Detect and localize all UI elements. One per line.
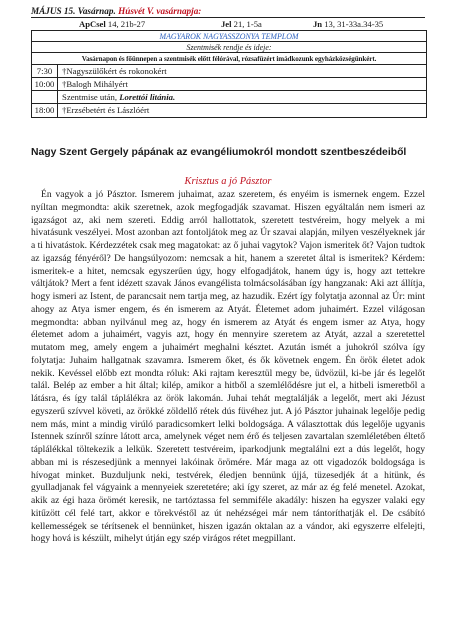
mass-time: 10:00 xyxy=(32,78,58,90)
readings-line xyxy=(31,19,425,29)
mass-intention: †Nagyszülőkért és rokonokért xyxy=(62,66,167,76)
mass-intention: †Erzsébetért és Lászlóért xyxy=(62,105,150,115)
article-body: Én vagyok a jó Pásztor. Ismerem juhaimat, azaz szeretem, és enyéim is ismernek engem. Ezzel nyíltan megmondta: akik szeretnek, azok megfogadják szavamat. Hiszen egyáltalán nem ismeri az igazságot az, aki nem szereti. Eddig arról hallottatok, szeretett testvéreim, hogy melyek a mi hivatásunk veszélyei. Most azonban azt fontoljátok meg az Úr szavai alapján, milyen veszélyeknek jár a ti hivatástok. Kérdezzétek csak meg magatokat: az ő juhai vagytok? Vajon ismeritek őt? Vajon tudtok az igazság fényéről? De hangsúlyozom: nemcsak a hit, hanem a szeretet által is ismeritek? Kérdem: ismeritek-e a hitet, nemcsak egyszerűen úgy, hogy elfogadjátok, hanem úgy is, hogy azt tettekre váltjátok? Mert a fent idézett szavak János evangélista tolmácsolásában így hangzanak: Aki azt állítja, hogy ismeri az Istent, de parancsait nem tartja meg, az hazudik. Ezért így folytatja azonnal az Úr: mint ahogy az Atya ismer engem, és én ismerem az Atyát. Életemet adom juhaimért. Ezzel világosan megmondta: abban nyilvánul meg az, hogy én ismerem az Atyát és engem ismer az Atya, hogy életemet adom a juhaimért, vagyis azt, hogy én mennyire szeretem az Atyát, azzal a szeretettel mutatom meg, amely engem a juhaimért meghalni késztet. Azután ismét a juhokról szólva így folytatja: Juhaim hallgatnak szavamra. Ismerem őket, és ők követnek engem. Én örök életet adok nekik. Kevéssel előbb ezt mondta róluk: Aki rajtam keresztül megy be, üdvözül, ki-be jár és legelőt talál. Belép az ember a hit által; kilép, amikor a hitből a szemlélődésre jut el, a hitbeli ismeretből a látásra, és így talál táplálékra az örök lakomán. Juhai tehát megtalálják a legelőt, mert aki Jézust egyszerű szívvel követi, az örökké zöldellő rétek dús füvéhez jut. A jó Pásztor juhainak legelője pedig nem más, mint a mindig virúló paradicsomkert lelki boldogsága. A választottak dús legelője ugyanis Istennek színről színre látott arca, amelynek véget nem érő és teljesen zavartalan szemléletében éltető táplálékkal töltekezik a lelkük. Szeretett testvéreim, iparkodjunk megtalálni ezt a dús legelőt, hogy abban mi is részesedjünk a mennyei lakóinak örömére. Már maga az ott vigadozók boldogsága is hívogat minket. Buzduljunk neki, testvérek, éledjen bennünk újjá, tüzesedjék át a hitünk, és gyulladjanak fel vágyaink a mennyeiek szeretetére; aki így szeret, az már az ég felé menetel. Azokat, akik az égi haza örömét keresik, ne tartóztassa fel semmiféle akadály: hiszen ha egyszer valaki egy kitűzött cél felé tart, akkor e törekvéstől az út nehézségei már nem tántoríthatják el. De csábító kellemességek se térítsenek el bennünket, hiszen igazán oktalan az a vándor, aki egyszerre elfelejti, hogy hová is készült, mihelyt útján egy szép virágos rétet megpillant. xyxy=(31,189,425,545)
date-label: MÁJUS 15. Vasárnap. xyxy=(31,6,116,16)
litany-label: Lorettói litánia. xyxy=(119,92,176,102)
mass-note: Szentmise után, xyxy=(62,92,118,102)
reading-second: Jel 21, 1-5a xyxy=(221,19,262,29)
mass-intention: †Balogh Mihályért xyxy=(62,79,128,89)
church-name: MAGYAROK NAGYASSZONYA TEMPLOM xyxy=(32,31,426,42)
mass-intention xyxy=(58,91,175,103)
mass-row xyxy=(32,78,426,91)
reading-first: ApCsel 14, 21b-27 xyxy=(79,19,146,29)
rosary-notice: Vasárnapon és főünnepen a szentmisék előtt félórával, rózsafüzért imádkozunk egyházközségünkért. xyxy=(32,53,426,65)
article-subtitle: Krisztus a jó Pásztor xyxy=(184,176,272,187)
reading-gospel: Jn 13, 31-33a.34-35 xyxy=(313,19,384,29)
mass-time: 7:30 xyxy=(32,65,58,77)
feast-label: Húsvét V. vasárnapja: xyxy=(118,6,202,16)
mass-time: 18:00 xyxy=(32,104,58,117)
mass-row xyxy=(32,65,426,78)
schedule-heading: Szentmisék rendje és ideje: xyxy=(32,42,426,53)
mass-row xyxy=(32,104,426,117)
mass-row xyxy=(32,91,426,104)
mass-schedule-table xyxy=(31,30,427,118)
page-header xyxy=(31,6,425,18)
article-title: Nagy Szent Gergely pápának az evangéliumokról mondott szentbeszédeiből xyxy=(31,147,407,158)
mass-time xyxy=(32,91,58,103)
